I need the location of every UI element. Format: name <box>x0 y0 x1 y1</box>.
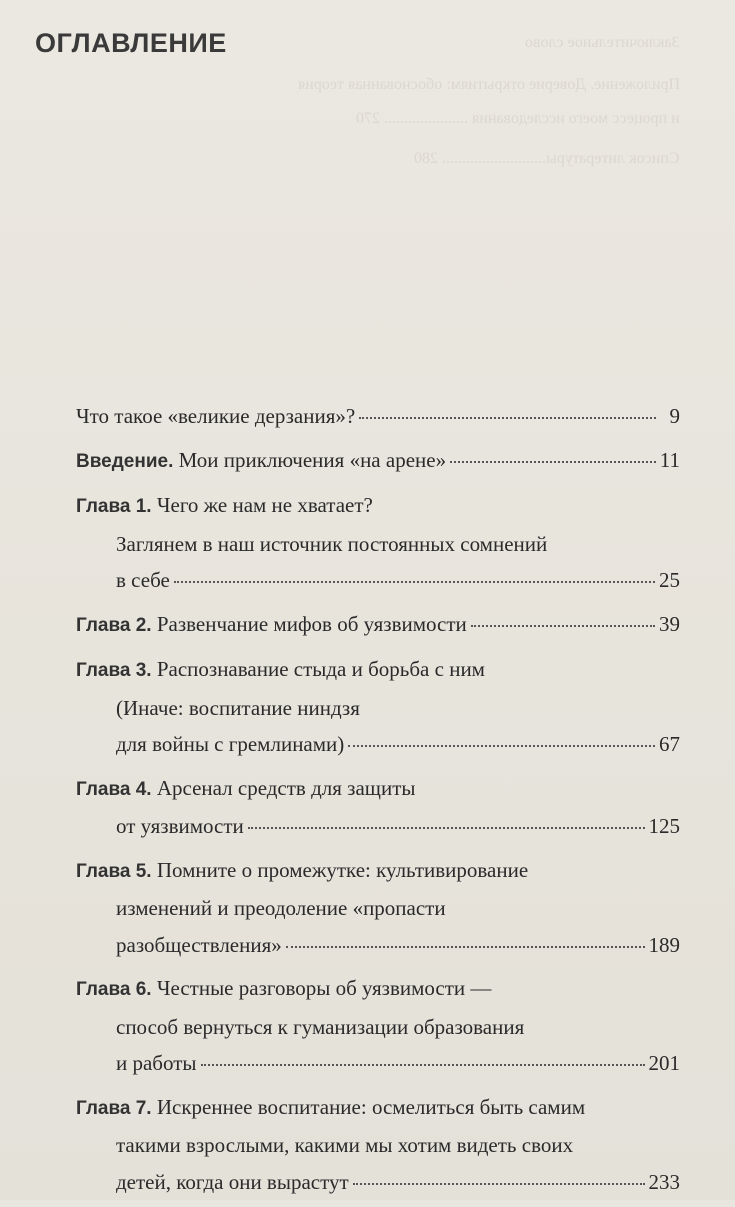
toc-line <box>76 1164 680 1201</box>
chapter-label: Глава 7. <box>76 1097 152 1119</box>
chapter-label: Глава 2. <box>76 614 152 636</box>
toc-title-text: разобществления» <box>116 932 282 957</box>
toc-line <box>76 890 680 927</box>
toc-title-text: Чего же нам не хватает? <box>156 493 373 517</box>
toc-title-text: Что такое «великие дерзания»? <box>76 404 356 428</box>
toc-title-text: Распознавание стыда и борьба с ним <box>156 657 485 681</box>
toc-entry <box>76 606 680 645</box>
page-number: 39 <box>659 611 680 636</box>
chapter-label: Глава 3. <box>76 660 152 681</box>
dot-leader <box>353 1182 645 1185</box>
toc-line <box>76 398 680 435</box>
toc-title-text: от уязвимости <box>116 814 244 838</box>
toc-title-text: для войны с гремлинами) <box>116 732 345 756</box>
toc-line <box>76 442 680 481</box>
toc-line <box>76 606 680 645</box>
toc-title-text: в себе <box>116 568 170 592</box>
toc-title-text: изменений и преодоление «пропасти <box>116 896 446 920</box>
dot-leader <box>471 624 655 627</box>
toc-title-text: детей, когда они вырастут <box>116 1169 349 1194</box>
toc-title-text: Заглянем в наш источник постоянных сомнений <box>116 531 548 556</box>
bleed-line: Заключительное слово <box>525 34 680 51</box>
toc-line <box>76 770 680 809</box>
chapter-label: Глава 1. <box>76 496 152 517</box>
toc-line <box>76 487 680 526</box>
bleed-line: Приложение. Доверие открытиям: обоснованная теория <box>297 76 680 93</box>
toc-entry <box>76 442 680 481</box>
toc-entry <box>76 651 680 763</box>
page-number: 9 <box>669 404 680 428</box>
toc-entry <box>76 487 680 599</box>
toc-title-text: (Иначе: воспитание ниндзя <box>116 695 360 720</box>
chapter-label: Введение. <box>76 450 174 472</box>
toc-line <box>76 970 680 1009</box>
chapter-label: Глава 6. <box>76 979 152 1000</box>
toc-line <box>76 1045 680 1082</box>
toc-title-text: Искреннее воспитание: осмелиться быть самим <box>156 1094 586 1119</box>
toc-line <box>76 562 680 599</box>
toc-title-text: такими взрослыми, какими мы хотим видеть своих <box>116 1133 574 1157</box>
toc-line <box>76 690 680 727</box>
toc-entry <box>76 852 680 964</box>
dot-leader <box>248 826 645 829</box>
page-number: 25 <box>659 568 680 592</box>
table-of-contents <box>76 398 680 1207</box>
toc-entry <box>76 970 680 1082</box>
dot-leader <box>348 744 655 747</box>
toc-line <box>76 526 680 563</box>
toc-line <box>76 808 680 845</box>
toc-line <box>76 1089 680 1128</box>
toc-line <box>76 1009 680 1046</box>
chapter-label: Глава 4. <box>76 778 152 800</box>
toc-line <box>76 1127 680 1164</box>
toc-title-text: способ вернуться к гуманизации образования <box>116 1014 525 1039</box>
toc-entry <box>76 1089 680 1201</box>
toc-title-text: Развенчание мифов об уязвимости <box>156 611 467 636</box>
page-number: 233 <box>648 1169 680 1194</box>
toc-line <box>76 927 680 964</box>
page-number: 11 <box>659 447 680 472</box>
toc-line <box>76 726 680 763</box>
dot-leader <box>359 416 656 419</box>
toc-title-text: Мои приключения «на арене» <box>178 447 447 472</box>
page-number: 189 <box>648 932 680 957</box>
dot-leader <box>286 945 645 948</box>
page-number: 125 <box>648 814 680 838</box>
dot-leader <box>201 1063 645 1066</box>
bleed-line: Список литературы.......................... 280 <box>414 150 680 167</box>
toc-title-text: Арсенал средств для защиты <box>156 775 416 800</box>
toc-entry <box>76 770 680 845</box>
toc-line <box>76 852 680 891</box>
toc-line <box>76 651 680 690</box>
dot-leader <box>450 460 656 463</box>
page-number: 67 <box>659 732 680 756</box>
page-number: 201 <box>648 1051 680 1075</box>
toc-entry <box>76 398 680 435</box>
toc-title-text: Помните о промежутке: культивирование <box>156 857 529 882</box>
toc-title-text: Честные разговоры об уязвимости — <box>156 976 492 1000</box>
dot-leader <box>174 580 655 583</box>
bleed-line: и процесс моего исследования ..................... 270 <box>356 110 680 127</box>
chapter-label: Глава 5. <box>76 860 152 882</box>
page-title: ОГЛАВЛЕНИЕ <box>35 28 227 58</box>
toc-title-text: и работы <box>116 1051 197 1075</box>
